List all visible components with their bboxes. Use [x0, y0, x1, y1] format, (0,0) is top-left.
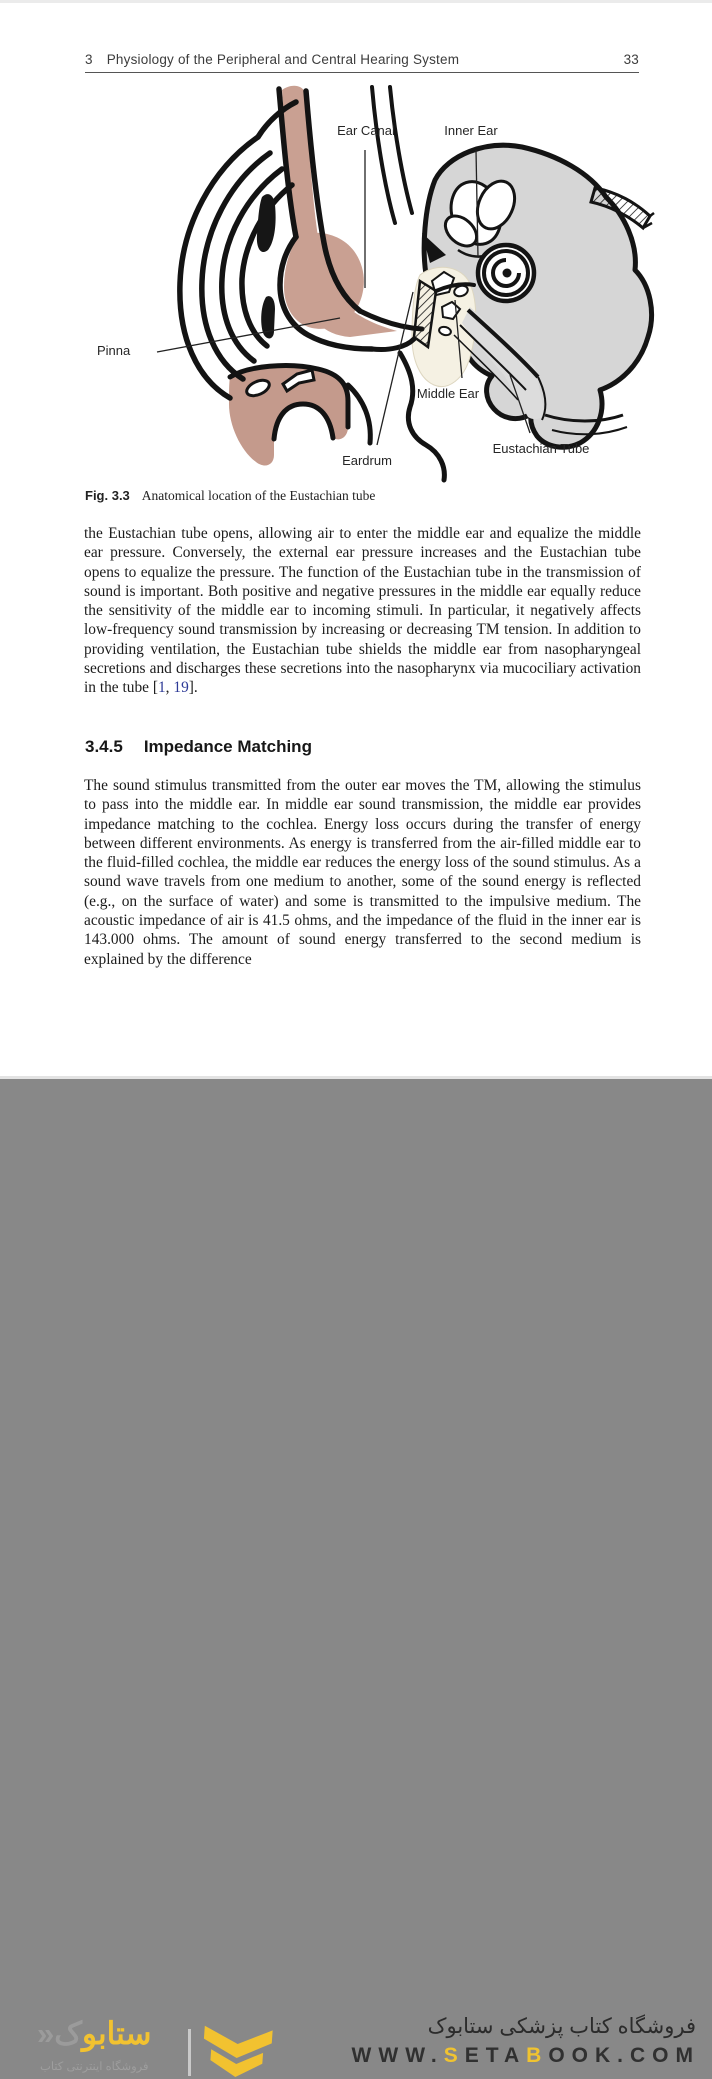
logo-guillemet: «: [37, 2016, 55, 2051]
citation-ref-1[interactable]: 1: [157, 679, 166, 697]
label-eustachian-tube: Eustachian Tube: [492, 441, 590, 456]
scan-edge-bottom: [0, 1076, 712, 1079]
running-head: [85, 52, 639, 72]
cochlea-spiral: [478, 245, 534, 301]
caption-text: Anatomical location of the Eustachian tube: [141, 488, 376, 503]
label-ear-canal: Ear Canal: [337, 123, 395, 138]
caption-tag: Fig. 3.3: [85, 488, 130, 503]
citation-separator: ,: [165, 679, 174, 697]
label-pinna: Pinna: [97, 343, 131, 358]
figure-caption: [85, 488, 639, 504]
footer-store-block: [352, 2013, 700, 2071]
url-part: ETA: [464, 2044, 527, 2067]
section-title: Impedance Matching: [143, 737, 312, 756]
setabook-chevron-icon: [202, 2027, 272, 2079]
label-inner-ear: Inner Ear: [444, 123, 498, 138]
section-heading: [85, 737, 312, 757]
citation-ref-19[interactable]: 19: [173, 679, 189, 697]
url-part-yellow-s: S: [443, 2044, 465, 2067]
chapter-number: 3: [85, 52, 93, 67]
logo-text-yellow: ستابو: [82, 2016, 152, 2051]
page-number: 33: [623, 52, 639, 67]
header-rule: [85, 72, 639, 73]
setabook-footer: [0, 1005, 712, 2073]
pinna-slits: [257, 194, 276, 338]
chapter-title: Physiology of the Peripheral and Central Hearing System: [106, 52, 460, 67]
ear-diagram: [90, 85, 655, 485]
section-number: 3.4.5: [85, 737, 123, 756]
store-name: فروشگاه کتاب پزشکی ستابوک: [427, 2015, 696, 2038]
logo-tagline: فروشگاه اینترنتی کتاب: [40, 2061, 149, 2073]
logo-text-gray: ک: [54, 2016, 82, 2051]
paragraph-impedance-matching: The sound stimulus transmitted from the outer ear moves the TM, allowing the stimulus to pass into the middle ear. In middle ear sound transmission, the middle ear provides impedance matching to the cochlea. Energy loss occurs during the transfer of energy between different environments. As energy is transferred from the air-filled middle ear to the fluid-filled cochlea, the middle ear reduces the energy loss of the sound stimulus. As a sound wave travels from one medium to another, some of the sound energy is reflected (e.g., on the surface of water) and some is transmitted to the impulsive medium. The acoustic impedance of air is 41.5 ohms, and the impedance of the fluid in the inner ear is 143.000 ohms. The amount of sound energy transferred to the second medium is explained by the difference: [84, 777, 641, 968]
ear-anatomy-figure: [90, 85, 655, 485]
url-part: OOK.COM: [548, 2044, 700, 2067]
paragraph-eustachian-function: [84, 524, 641, 698]
label-eardrum: Eardrum: [342, 453, 392, 468]
paragraph-text: the Eustachian tube opens, allowing air to enter the middle ear and equalize the middle ear pressure. Conversely, the external ear pressure increases and the Eustachian tube opens to equalize the pressure. The function of the Eustachian tube in the transmission of sound is important. Both positive and negative pressures in the middle ear equally reduce the sensitivity of the middle ear to incoming stimuli. In particular, it negatively affects low-frequency sound transmission by increasing or decreasing TM tension. In addition to providing ventilation, the Eustachian tube shields the middle ear from nasopharyngeal secretions and discharges these secretions into the nasopharynx via mucociliary activation in the tube: [84, 525, 641, 697]
url-part: WWW.: [351, 2044, 444, 2067]
scan-edge-top: [0, 0, 712, 3]
citation-bracket-open: [: [152, 679, 158, 697]
label-middle-ear: Middle Ear: [416, 386, 480, 401]
setabook-logo-wordmark[interactable]: [37, 2017, 151, 2051]
url-part-yellow-b: B: [526, 2044, 549, 2067]
site-url[interactable]: [352, 2041, 700, 2071]
scalp-lines: [372, 87, 412, 223]
logo-divider: [188, 2029, 191, 2076]
citation-bracket-close: ].: [188, 679, 198, 697]
